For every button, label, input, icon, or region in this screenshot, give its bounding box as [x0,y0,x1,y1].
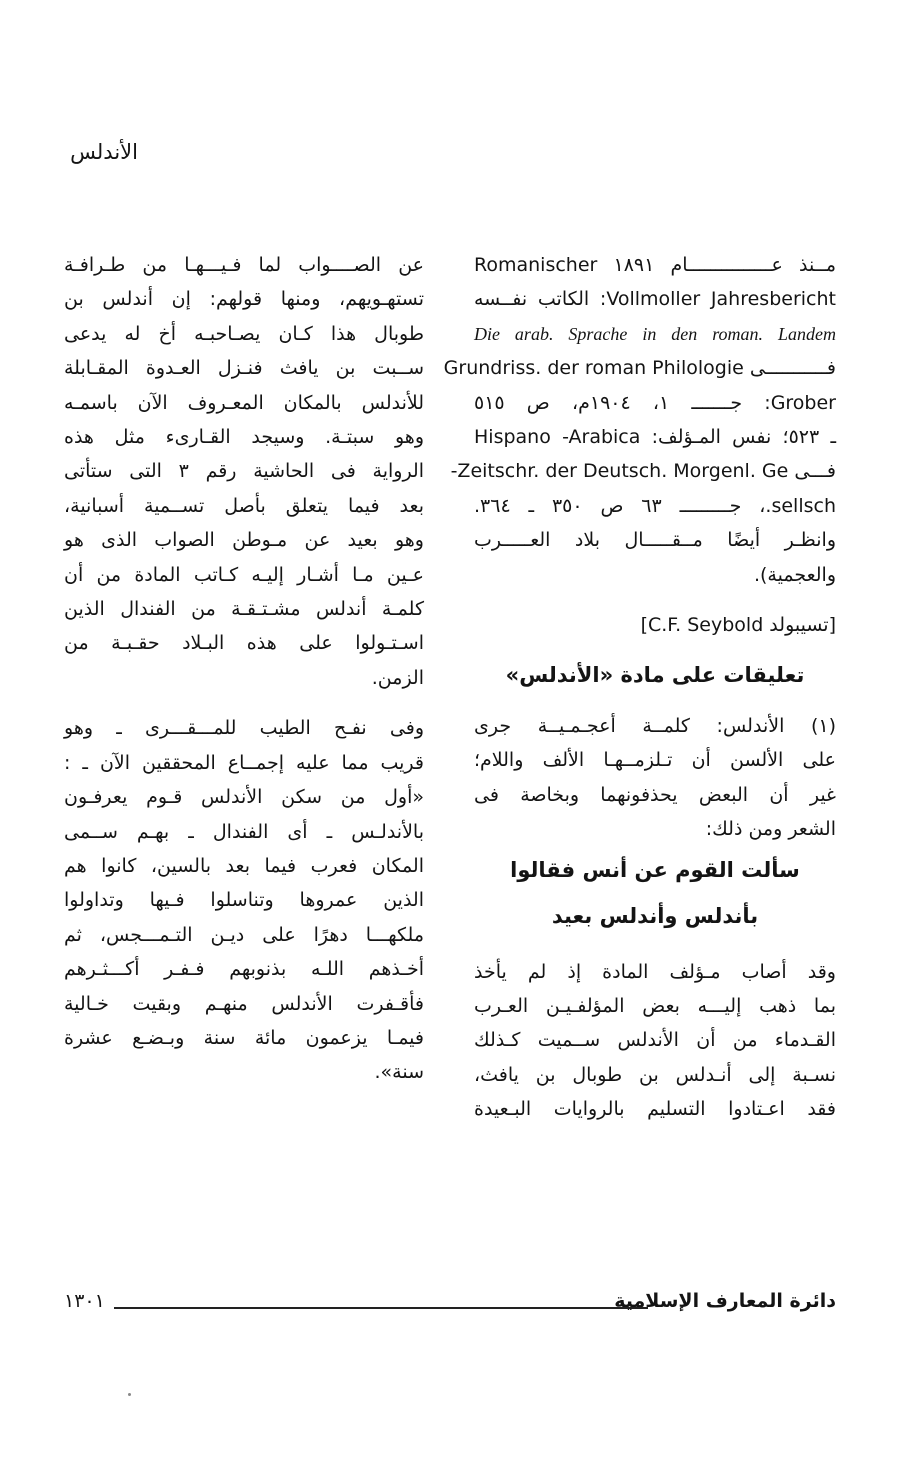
page-number: ١٣٠١ [64,1290,105,1312]
text-line: عن الصــــواب لما فـيـــهـا من طـرافـة [64,254,424,276]
author-signature: [تسيبولد C.F. Seybold] [640,614,836,637]
text-line: وهو سبتـة. وسيجد القـارىء مثل هذه [64,426,424,449]
text-line: (١) الأندلس: كلمــة أعجـمـيــة جرى [474,714,836,737]
text-line: تستهـويهم، ومنها قولهم: إن أندلس بن [64,288,424,311]
text-line: قريب مما عليه إجمــاع المحققين الآن ـ : [64,751,424,774]
right-para-1 [443,248,837,592]
text-line: Die arab. Sprache in den roman. Landem [474,323,836,344]
text-line: ـ ٥٢٣؛ نفس المـؤلف: Hispano -Arabica [474,426,837,449]
text-line: بما ذهب إليـــه بعض المؤلفـيـن العـرب [474,994,836,1017]
text-line: ملكهـــا دهرًا على ديـن التـمـــجس، ثم [64,923,424,946]
text-line: كلمـة أندلس مشـتـقـة من الفندال الذين [64,598,424,621]
signature [474,608,836,642]
footer-title: دائرة المعارف الإسلامية [614,1290,836,1312]
running-head: الأندلس [70,140,138,164]
text-line: أخـذهم اللـه بذنوبهم فـفـر أكـــثـرهم [64,958,424,981]
text-line: سنة». [374,1061,424,1084]
text-line: ســبت بن يافث فنـزل العـدوة المقـابلة [64,357,424,380]
text-line: وهو بعيد عن مـوطن الصواب الذى هو [64,529,424,552]
text-line: وفى نفـح الطيب للمـــقـــرى ـ وهو [64,717,424,740]
text-line: للأندلس بالمكان المعـروف الآن باسمـه [64,391,424,414]
right-para-2 [474,709,836,847]
comments-heading-block [474,658,836,692]
left-para-2 [64,711,424,1089]
text-line: Vollmoller Jahresbericht: الكاتب نفــسه [474,288,836,311]
text-line: «أول من سكن الأندلس قـوم يعرفـون [64,786,424,809]
text-line: بالأندلـس ـ أى الفندال ـ بهـم ســمى [64,820,424,843]
text-line: فـــــــــــى Grundriss. der roman Philologie [443,357,836,380]
right-para-3 [474,955,836,1127]
text-line: sellsch.، جـــــــــ ٦٣ ص ٣٥٠ ـ ٣٦٤. [474,494,836,517]
text-line: فأقـفرت الأندلس منهـم وبقيت خـالية [64,992,424,1015]
scan-speck [128,1393,131,1396]
text-line: الزمن. [371,666,424,689]
text-line: نسـبة إلى أنـدلس بن طوبال بن يافث، [474,1063,836,1086]
left-para-1 [64,248,424,695]
verse-line-2: بأندلس وأندلس بعيد [551,903,759,928]
text-line: والعجمية). [753,563,836,586]
text-line: المكان فعرب فيما بعد بالسين، كانوا هم [64,854,424,877]
text-line: Grober: جـــــــ ١، ١٩٠٤م، ص ٥١٥ [474,391,836,414]
right-column [443,248,837,1127]
text-line: بعد فيما يتعلق بأصل تســمية أسبانية، [64,494,424,517]
comments-heading: تعليقات على مادة «الأندلس» [505,663,805,688]
text-line: وقد أصاب مـؤلف المادة إذ لم يأخذ [474,960,836,983]
text-line: القـدماء من أن الأندلس ســميت كـذلك [474,1029,836,1052]
text-line: عـين مـا أشـار إليـه كـاتب المادة من أن [64,563,424,586]
text-line: فقد اعـتادوا التسليم بالروايات البـعيدة [474,1098,836,1121]
page-footer [64,1290,836,1324]
text-line: مــنذ عـــــــــــــــام ١٨٩١ Romanischer [474,254,836,276]
text-line: على الألسن أن تـلزمــهـا الألف واللام؛ [474,749,836,772]
text-line: فـــى Zeitschr. der Deutsch. Morgenl. Ge- [450,460,836,483]
text-line: الشعر ومن ذلك: [705,818,836,841]
text-line: الرواية فى الحاشية رقم ٣ التى ستأتى [64,460,424,483]
text-line: اسـتـولوا على هذه البـلاد حقـبـة من [64,632,424,655]
text-line: الذين عمروها وتناسلوا فـيها وتداولوا [64,889,424,912]
verse-line-1: سألت القوم عن أنس فقالوا [510,857,800,882]
footer-rule [114,1307,648,1309]
text-line: طوبال هذا كـان يصـاحبـه أخ له يدعى [64,322,424,345]
left-column [64,248,424,1090]
verse [474,847,836,939]
text-line: وانظـر أيضًا مــقـــــال بلاد العـــــرب [474,529,836,552]
text-line: فيمـا يزعمون مائة سنة وبـضـع عشرة [64,1026,424,1049]
text-line: غير أن البعض يحذفونهما وبخاصة فى [474,783,836,806]
